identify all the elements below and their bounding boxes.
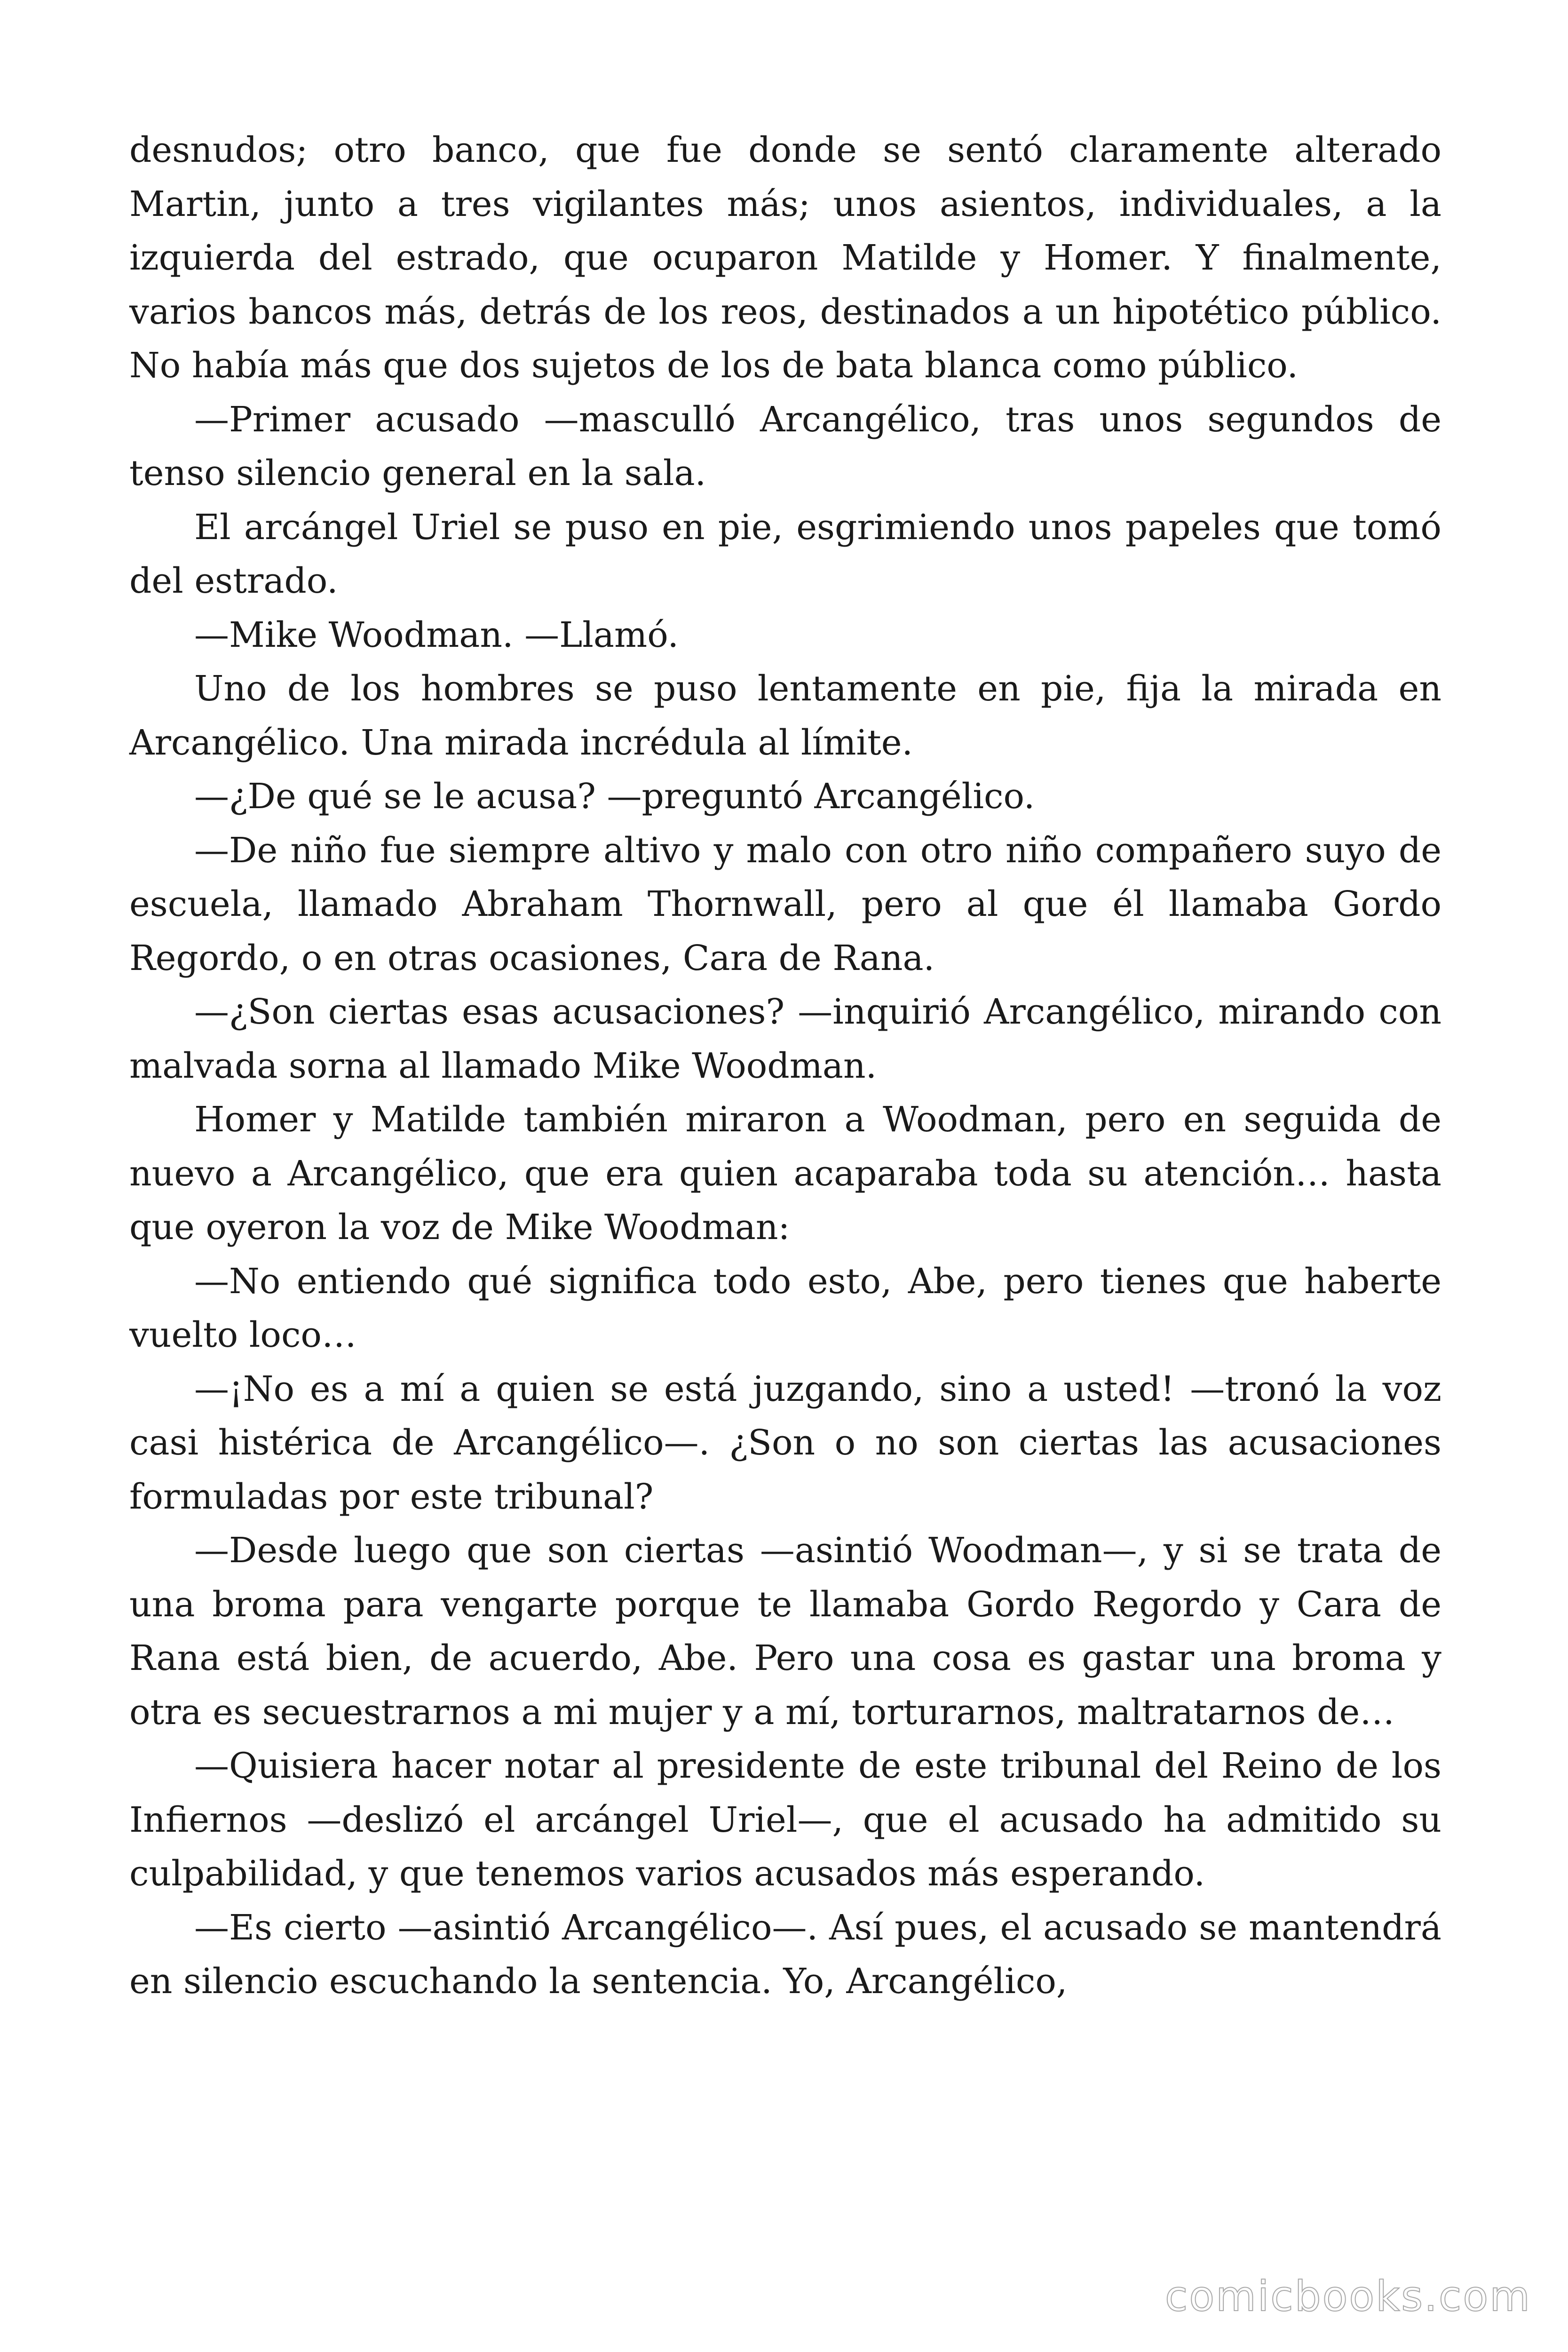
paragraph: —De niño fue siempre altivo y malo con otro niño compañero suyo de escuela, llamado Abraham Thornwall, pero al que él llamaba Gordo Regordo, o en otras ocasiones, Cara de Rana. bbox=[129, 830, 1441, 978]
paragraph: —Mike Woodman. —Llamó. bbox=[194, 614, 679, 655]
paragraph: Homer y Matilde también miraron a Woodman, pero en seguida de nuevo a Arcangélico, que era quien acaparaba toda su atención… hasta que oyeron la voz de Mike Woodman: bbox=[129, 1099, 1441, 1248]
paragraph: —Quisiera hacer notar al presidente de este tribunal del Reino de los Infiernos —deslizó el arcángel Uriel—, que el acusado ha admitido su culpabilidad, y que tenemos varios acusados más esperando. bbox=[129, 1746, 1441, 1894]
paragraph: —Es cierto —asintió Arcangélico—. Así pues, el acusado se mantendrá en silencio escuchando la sentencia. Yo, Arcangélico, bbox=[129, 1907, 1441, 2002]
paragraph: El arcángel Uriel se puso en pie, esgrimiendo unos papeles que tomó del estrado. bbox=[129, 507, 1441, 601]
watermark: comicbooks.com bbox=[1164, 2272, 1531, 2320]
paragraph: —¡No es a mí a quien se está juzgando, sino a usted! —tronó la voz casi histérica de Arcangélico—. ¿Son o no son ciertas las acusaciones formuladas por este tribunal? bbox=[129, 1368, 1441, 1517]
paragraph: —No entiendo qué significa todo esto, Abe, pero tienes que haberte vuelto loco… bbox=[129, 1261, 1441, 1355]
paragraph: desnudos; otro banco, que fue donde se sentó claramente alterado Martin, junto a tres vigilantes más; unos asientos, individuales, a la izquierda del estrado, que ocuparon Matilde y Homer. Y finalmente, varios bancos más, detrás de los reos, destinados a un hipotético público. No había más que dos sujetos de los de bata blanca como público. bbox=[129, 130, 1441, 386]
paragraph: —¿Son ciertas esas acusaciones? —inquirió Arcangélico, mirando con malvada sorna al llamado Mike Woodman. bbox=[129, 992, 1441, 1086]
paragraph: —¿De qué se le acusa? —preguntó Arcangélico. bbox=[194, 776, 1035, 817]
page-body bbox=[129, 123, 1441, 2009]
paragraph: —Primer acusado —masculló Arcangélico, tras unos segundos de tenso silencio general en la sala. bbox=[129, 399, 1441, 493]
paragraph: Uno de los hombres se puso lentamente en pie, fija la mirada en Arcangélico. Una mirada incrédula al límite. bbox=[129, 668, 1441, 763]
paragraph: —Desde luego que son ciertas —asintió Woodman—, y si se trata de una broma para vengarte porque te llamaba Gordo Regordo y Cara de Rana está bien, de acuerdo, Abe. Pero una cosa es gastar una broma y otra es secuestrarnos a mi mujer y a mí, torturarnos, maltratarnos de… bbox=[129, 1530, 1441, 1732]
